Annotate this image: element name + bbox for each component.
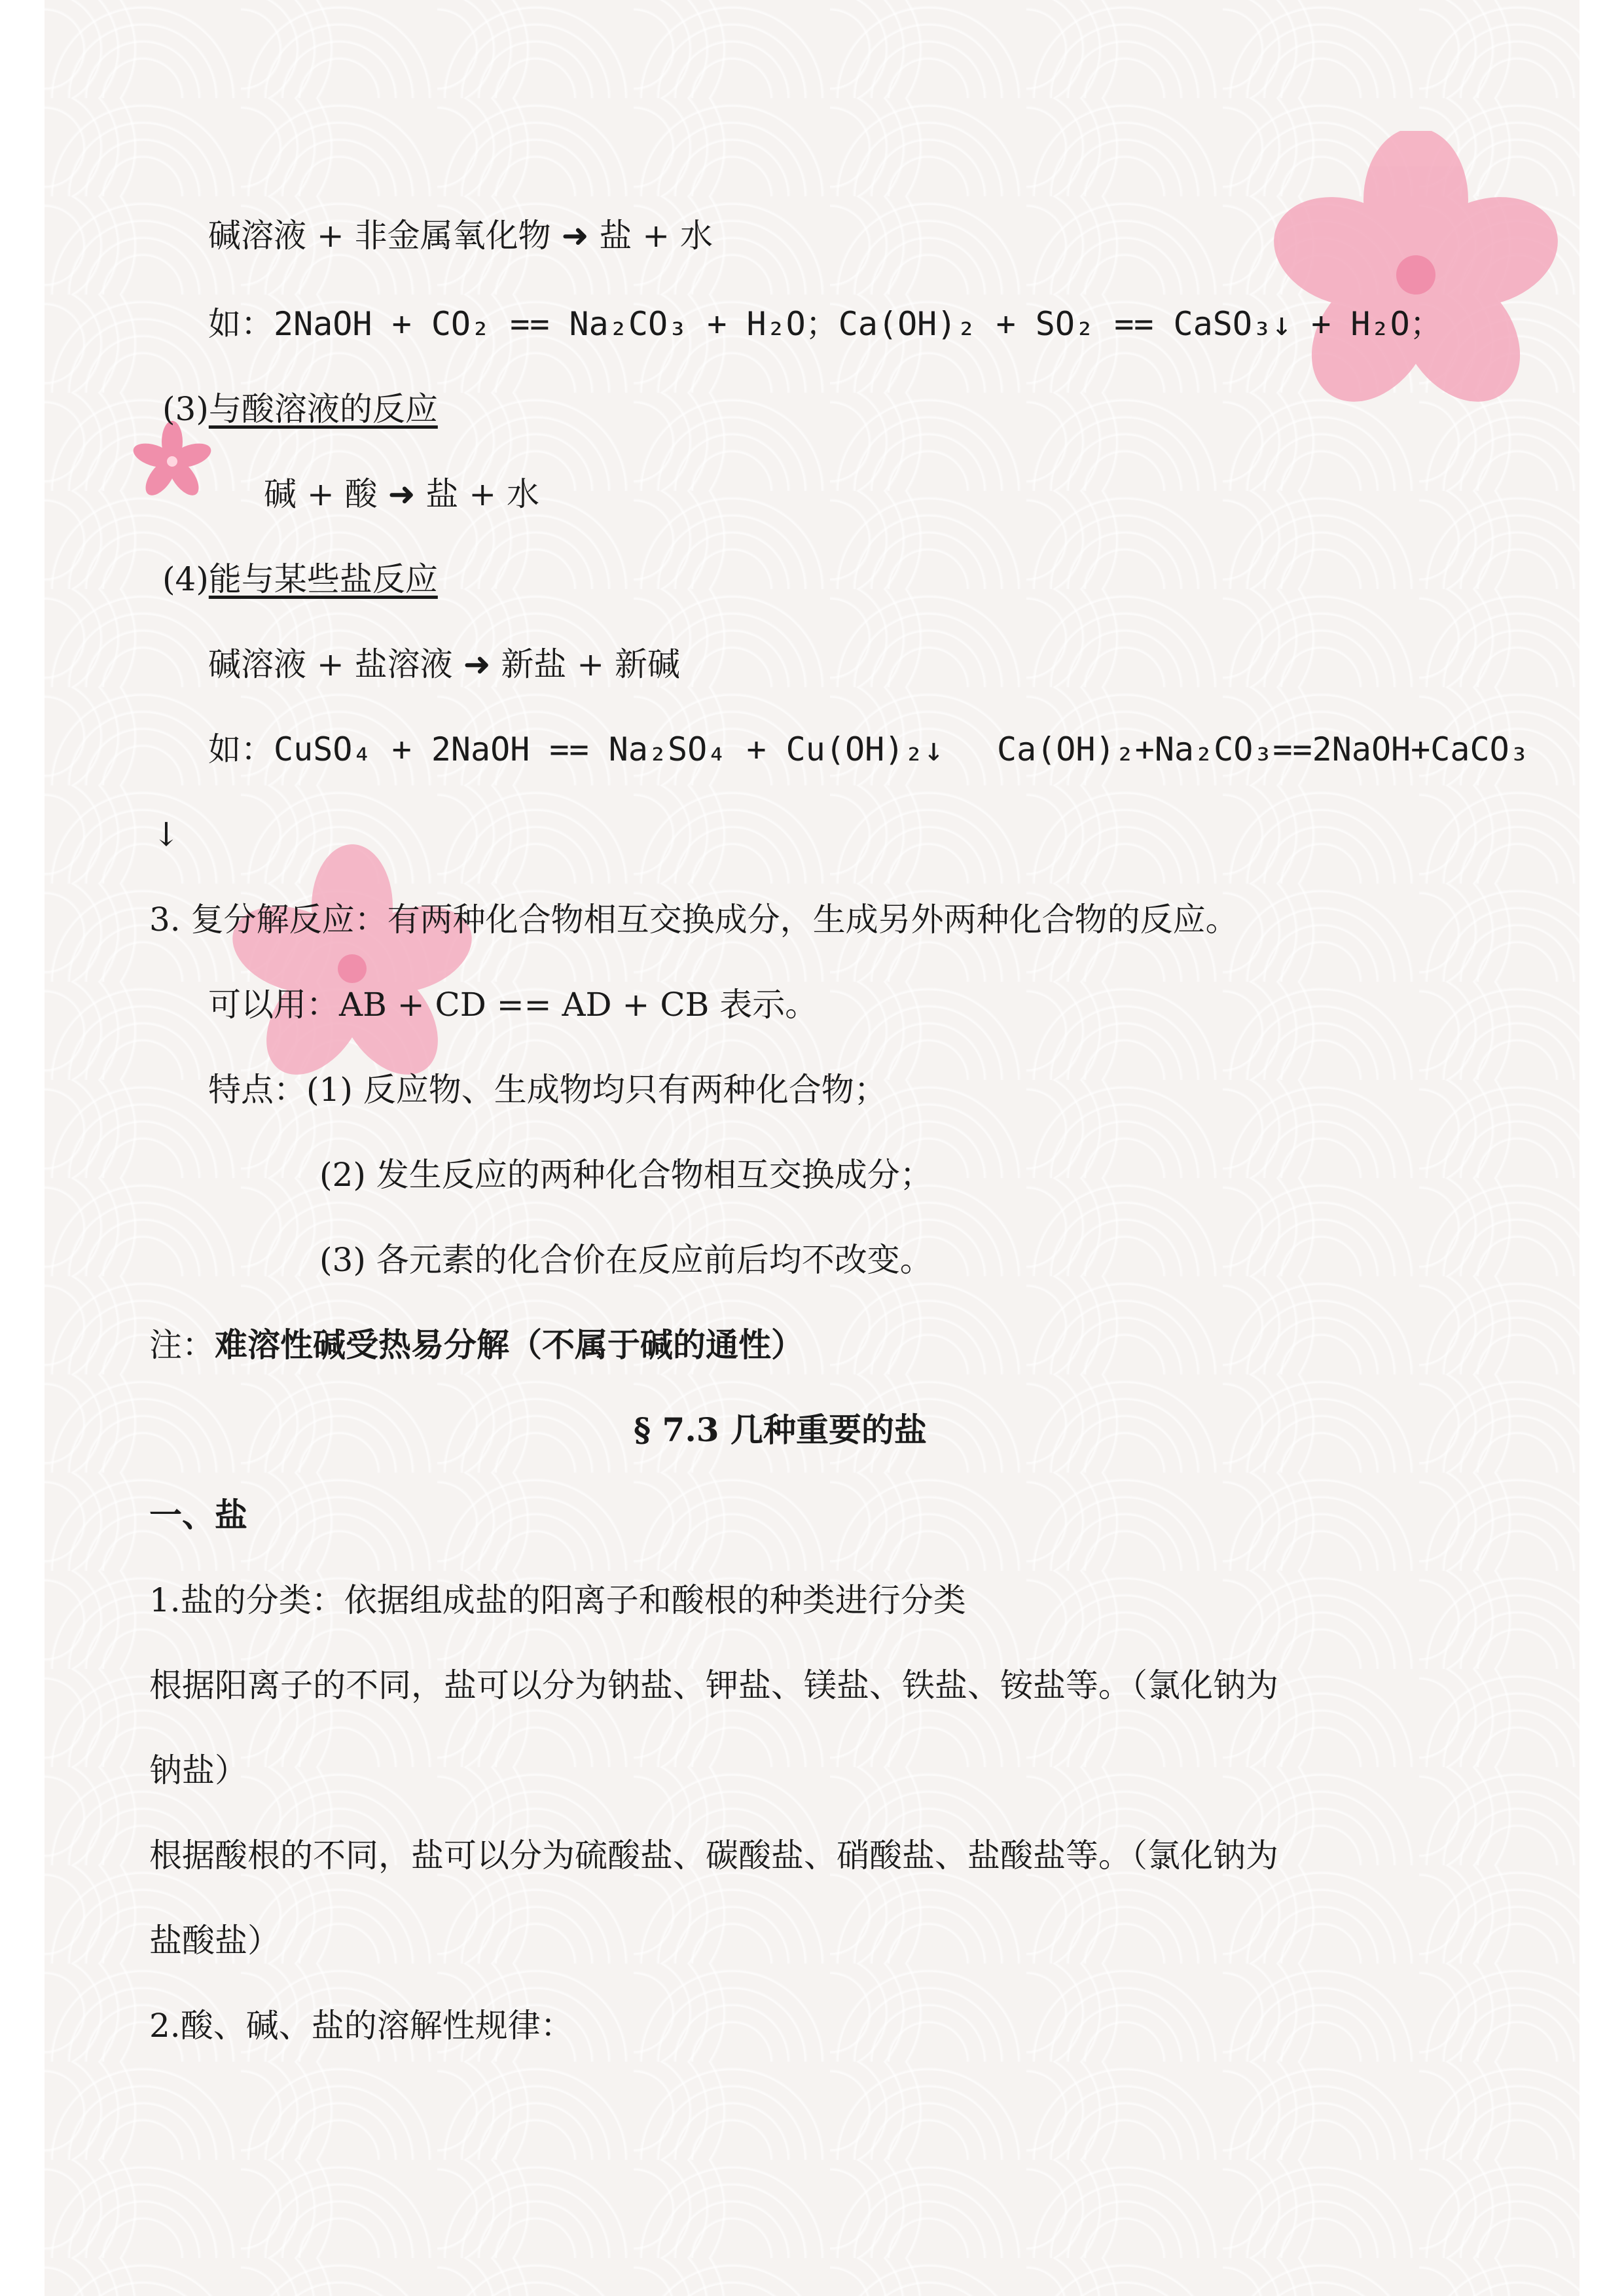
base-salt-rule: 碱溶液 + 盐溶液 ➜ 新盐 + 新碱 [208, 645, 681, 683]
note-prefix: 注： [149, 1326, 215, 1364]
feature-3: (3) 各元素的化合价在反应前后均不改变。 [319, 1241, 933, 1279]
feature-2: (2) 发生反应的两种化合物相互交换成分； [319, 1156, 933, 1194]
anion-classification: 根据酸根的不同，盐可以分为硫酸盐、碳酸盐、硝酸盐、盐酸盐等。（氯化钠为 [149, 1837, 1278, 1874]
general-formula: 可以用：AB + CD == AD + CB 表示。 [208, 986, 818, 1024]
cation-classification-cont: 钠盐） [149, 1751, 247, 1789]
section-title: § 7.3 几种重要的盐 [634, 1410, 927, 1449]
heading-salt-reaction [162, 560, 438, 599]
item-number: (4) [162, 560, 209, 598]
medium-flower-icon [228, 844, 477, 1093]
note-text: 难溶性碱受热易分解（不属于碱的通性） [215, 1325, 804, 1364]
salt-classification: 1.盐的分类：依据组成盐的阳离子和酸根的种类进行分类 [149, 1581, 966, 1619]
note-line [149, 1325, 804, 1365]
item-number: (3) [162, 390, 209, 428]
equation-co2-so2: 2NaOH + CO₂ == Na₂CO₃ + H₂O；Ca(OH)₂ + SO₂ == CaSO₃↓ + H₂O； [274, 305, 1443, 343]
item-title: 与酸溶液的反应 [208, 390, 438, 428]
base-acid-rule: 碱 + 酸 ➜ 盐 + 水 [264, 475, 540, 513]
precipitate-arrow: ↓ [153, 816, 180, 853]
double-replacement-definition: 3. 复分解反应：有两种化合物相互交换成分，生成另外两种化合物的反应。 [149, 901, 1238, 939]
base-nonmetal-oxide-rule: 碱溶液 + 非金属氧化物 ➜ 盐 + 水 [208, 217, 713, 255]
small-flower-icon [130, 419, 215, 504]
example-prefix: 如： [208, 305, 274, 343]
example-prefix: 如： [208, 730, 274, 768]
anion-classification-cont: 盐酸盐） [149, 1922, 280, 1960]
equation-cuso4: CuSO₄ + 2NaOH == Na₂SO₄ + Cu(OH)₂↓ [274, 730, 944, 768]
large-flower-icon [1262, 131, 1570, 419]
example-line-2 [208, 730, 944, 769]
heading-acid-reaction [162, 389, 438, 429]
item-title: 能与某些盐反应 [208, 560, 438, 598]
solubility-rules-heading: 2.酸、碱、盐的溶解性规律： [149, 2007, 573, 2045]
example-line-1 [208, 304, 1443, 344]
subsection-heading: 一、盐 [149, 1496, 247, 1534]
document-page [45, 0, 1579, 2296]
cation-classification: 根据阳离子的不同，盐可以分为钠盐、钾盐、镁盐、铁盐、铵盐等。（氯化钠为 [149, 1666, 1278, 1704]
equation-caco3: Ca(OH)₂+Na₂CO₃==2NaOH+CaCO₃ [997, 730, 1529, 768]
feature-1: 特点：(1) 反应物、生成物均只有两种化合物； [208, 1071, 887, 1109]
